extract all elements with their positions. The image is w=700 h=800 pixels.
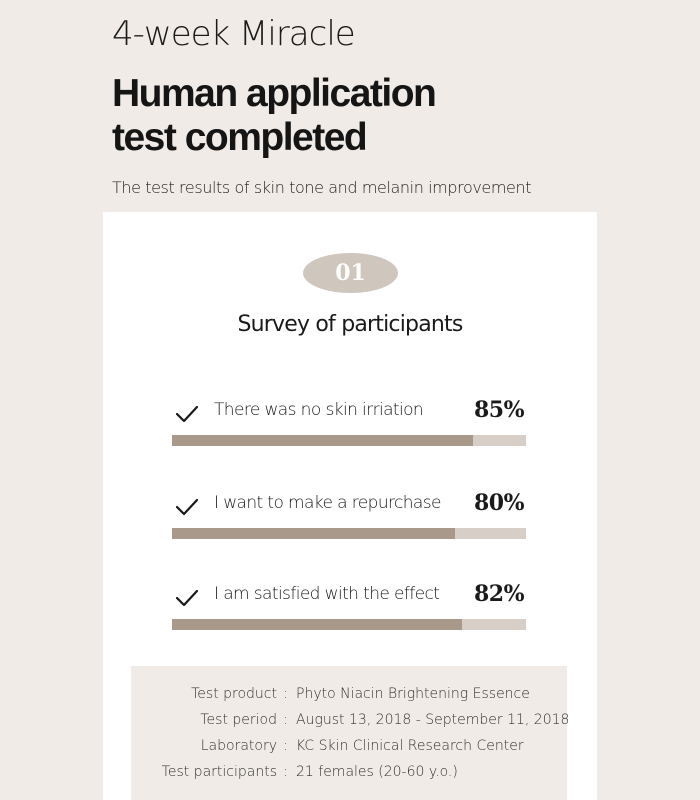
test-info-value: KC Skin Clinical Research Center (296, 738, 524, 754)
progress-bar-track (172, 435, 526, 446)
survey-item-percent: 82% (473, 581, 524, 607)
checkmark-icon (176, 405, 198, 423)
checkmark-icon (176, 498, 198, 516)
test-info-row (131, 738, 567, 760)
progress-bar-track (172, 528, 526, 539)
section-title: Survey of participants (237, 312, 463, 337)
test-info-separator: : (283, 712, 288, 728)
test-info-label: Test product (191, 686, 277, 702)
survey-item (172, 490, 526, 540)
test-info-row (131, 764, 567, 786)
survey-item-percent: 80% (473, 490, 524, 516)
survey-item (172, 397, 526, 447)
page-title-line-2: test completed (112, 116, 367, 159)
section-number-badge: 01 (303, 253, 398, 293)
test-info-label: Laboratory (200, 738, 277, 754)
survey-item (172, 581, 526, 631)
page-title-line-1: Human application (112, 72, 436, 115)
test-info-separator: : (283, 738, 288, 754)
test-info-box (131, 666, 570, 800)
survey-item-label: I am satisfied with the effect (214, 584, 440, 604)
survey-item-percent: 85% (473, 397, 524, 423)
test-info-label: Test period (200, 712, 277, 728)
page-heading (112, 14, 531, 197)
page-description: The test results of skin tone and melanin improvement (112, 178, 532, 197)
test-info-separator: : (283, 764, 288, 780)
survey-card (103, 212, 597, 800)
progress-bar-fill (172, 435, 473, 446)
test-info-separator: : (283, 686, 288, 702)
test-info-value: Phyto Niacin Brightening Essence (296, 686, 530, 702)
test-info-row (131, 712, 570, 734)
checkmark-icon (176, 589, 198, 607)
test-info-label: Test participants (161, 764, 277, 780)
page-subtitle: 4-week Miracle (112, 14, 355, 54)
page-title (112, 72, 531, 160)
progress-bar-fill (172, 528, 455, 539)
test-info-value: August 13, 2018 - September 11, 2018 (296, 712, 570, 728)
test-info-row (131, 686, 567, 708)
test-info-value: 21 females (20-60 y.o.) (296, 764, 458, 780)
progress-bar-track (172, 619, 526, 630)
survey-item-label: I want to make a repurchase (214, 493, 441, 513)
survey-item-label: There was no skin irriation (214, 400, 424, 420)
progress-bar-fill (172, 619, 462, 630)
